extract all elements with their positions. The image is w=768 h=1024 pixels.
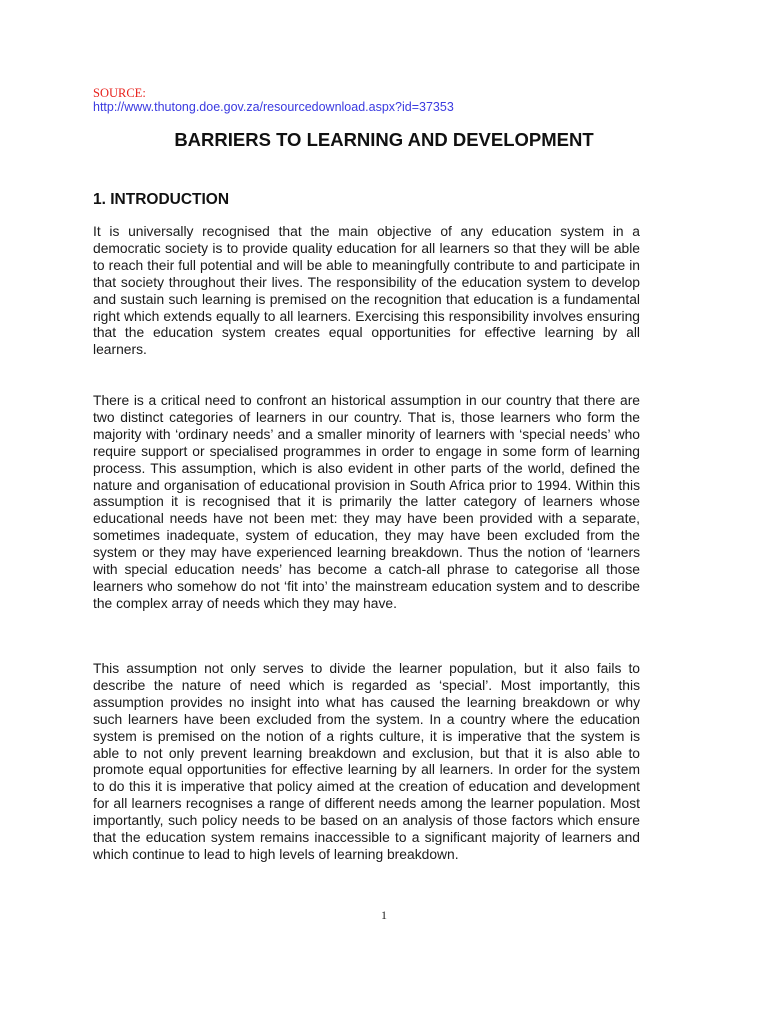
section-heading: 1. INTRODUCTION [93, 191, 230, 208]
paragraph-3: This assumption not only serves to divide the learner population, but it also fails to describe the nature of need which is regarded as ‘special’. Most importantly, this assumption provides no insight into what has caused the learning breakdown or why such learners have been excluded from the system. In a country where the education system is premised on the notion of a rights culture, it is imperative that the system is able to not only prevent learning breakdown and exclusion, but that it is also able to promote equal opportunities for effective learning by all learners. In order for the system to do this it is imperative that policy aimed at the creation of education and development for all learners recognises a range of different needs among the learner population. Most importantly, such policy needs to be based on an analysis of those factors which ensure that the education system remains inaccessible to a significant majority of learners and which continue to lead to high levels of learning breakdown. [93, 660, 640, 862]
source-label: SOURCE: [93, 86, 146, 100]
page-number: 1 [381, 908, 387, 922]
document-title: BARRIERS TO LEARNING AND DEVELOPMENT [174, 129, 594, 150]
paragraph-2: There is a critical need to confront an historical assumption in our country that there are two distinct categories of learners in our country. That is, those learners who form the majority with ‘ordinary needs’ and a smaller minority of learners with ‘special needs’ who require support or specialised programmes in order to engage in some form of learning process. This assumption, which is also evident in other parts of the world, defined the nature and organisation of educational provision in South Africa prior to 1994. Within this assumption it is recognised that it is primarily the latter category of learners whose educational needs have not been met: they may have been provided with a separate, sometimes inadequate, system of education, they may have been excluded from the system or they may have experienced learning breakdown. Thus the notion of ‘learners with special education needs’ has become a catch-all phrase to categorise all those learners who somehow do not ‘fit into’ the mainstream education system and to describe the complex array of needs which they may have. [93, 392, 640, 611]
paragraph-1: It is universally recognised that the main objective of any education system in a democratic society is to provide quality education for all learners so that they will be able to reach their full potential and will be able to meaningfully contribute to and participate in that society throughout their lives. The responsibility of the education system to develop and sustain such learning is premised on the recognition that education is a fundamental right which extends equally to all learners. Exercising this responsibility involves ensuring that the education system creates equal opportunities for effective learning by all learners. [93, 223, 640, 358]
source-url-link[interactable]: http://www.thutong.doe.gov.za/resourcedownload.aspx?id=37353 [93, 100, 454, 114]
